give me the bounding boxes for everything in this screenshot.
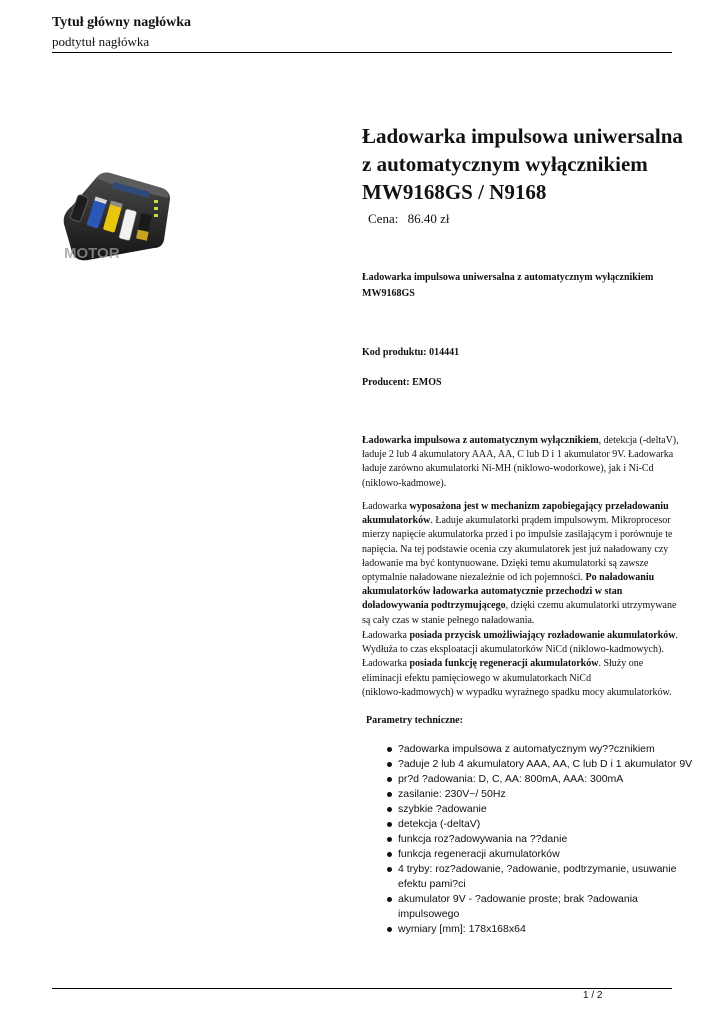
spec-item-text: akumulator 9V - ?adowanie proste; brak ?adowania	[398, 893, 638, 905]
paragraph-line	[362, 614, 682, 628]
product-producer: Producent: EMOS	[362, 377, 442, 388]
bold-text: wyposażona jest w mechanizm zapobiegający przeładowaniu	[409, 501, 669, 512]
text-run: eliminacji efektu pamięciowego w akumulatorkach NiCd	[362, 672, 592, 684]
paragraph-line	[362, 543, 682, 557]
bold-text: akumulatorków	[362, 515, 431, 527]
product-title-line: z automatycznym wyłącznikiem	[362, 152, 648, 176]
spec-item	[385, 922, 685, 937]
text-run: ładuje 2 lub 4 akumulatory AAA, AA, C lub D i 1 akumulator 9V. Ładowarka	[362, 449, 674, 461]
spec-item	[385, 757, 693, 772]
text-run: Ładowarka	[362, 501, 410, 512]
bold-text: Po naładowaniu	[585, 572, 655, 584]
spec-item	[385, 772, 685, 787]
paragraph-line	[362, 448, 682, 462]
description-paragraph	[362, 500, 682, 628]
spec-item	[385, 847, 685, 862]
paragraph-line	[362, 514, 682, 528]
bold-text: posiada przycisk umożliwiający rozładowanie akumulatorków	[409, 630, 676, 641]
text-run: , detekcja (-deltaV),	[598, 435, 679, 446]
text-run: (niklowo-kadmowych) w wypadku wyraźnego spadku mocy akumulatorków.	[362, 686, 672, 698]
battery-charger-photo	[58, 168, 173, 272]
product-code: Kod produktu: 014441	[362, 347, 460, 358]
text-run: . Służy one	[598, 658, 644, 670]
text-run: Wydłuża to czas eksploatacji akumulatorków NiCd (niklowo-kadmowych).	[362, 644, 664, 656]
spec-item-text: detekcja (-deltaV)	[398, 818, 481, 830]
text-run: . Ładuje akumulatorki prądem impulsowym. Mikroprocesor	[430, 515, 671, 527]
paragraph-line	[362, 629, 682, 643]
page-number: 1 / 2	[583, 990, 603, 1001]
text-run: są cały czas w stanie pełnego naładowania.	[362, 614, 535, 626]
text-run: optymalnie naładowane niezależnie od ich pojemności.	[362, 572, 586, 584]
spec-item	[385, 787, 685, 802]
spec-item	[385, 892, 685, 922]
bold-text: akumulatorków ładowarka automatycznie przechodzi w stan	[362, 586, 623, 598]
text-run: ładuje zarówno akumulatorki Ni-MH (niklowo-wodorkowe), jak i Ni-Cd	[362, 463, 654, 475]
spec-item	[385, 862, 685, 892]
spec-item	[385, 817, 685, 832]
product-title	[362, 122, 692, 206]
description-paragraph	[362, 434, 682, 491]
paragraph-line	[362, 585, 682, 599]
short-name-line: Ładowarka impulsowa uniwersalna z automatycznym wyłącznikiem	[362, 272, 654, 283]
bold-text: posiada funkcję regeneracji akumulatorków	[409, 658, 599, 670]
description-paragraph	[362, 629, 682, 700]
spec-item-text: efektu pami?ci	[398, 878, 466, 890]
price-row	[368, 211, 449, 227]
paragraph-line	[362, 434, 682, 448]
price-label: Cena:	[368, 211, 399, 226]
text-run: Ładowarka	[362, 630, 410, 641]
header-title: Tytuł główny nagłówka	[52, 15, 191, 30]
spec-item	[385, 832, 685, 847]
text-run: .	[675, 630, 678, 641]
paragraph-line	[362, 643, 682, 657]
paragraph-line	[362, 672, 682, 686]
short-name-line: MW9168GS	[362, 288, 415, 299]
spec-item-text: funkcja regeneracji akumulatorków	[398, 848, 560, 860]
spec-item-text: szybkie ?adowanie	[398, 803, 487, 815]
paragraph-line	[362, 599, 682, 613]
spec-item-text: funkcja roz?adowywania na ??danie	[398, 833, 568, 845]
spec-item-text: impulsowego	[398, 908, 460, 920]
text-run: Ładowarka	[362, 658, 410, 670]
bold-text: doładowywania podtrzymującego	[362, 600, 506, 612]
spec-item-text: ?aduje 2 lub 4 akumulatory AAA, AA, C lub D i 1 akumulator 9V	[398, 758, 693, 770]
paragraph-line	[362, 571, 682, 585]
product-title-line: MW9168GS / N9168	[362, 180, 547, 204]
paragraph-line	[362, 462, 682, 476]
header-divider	[52, 52, 672, 53]
text-run: ładowanie ma być kontynuowane. Dzięki temu akumulatorki są zawsze	[362, 557, 649, 569]
paragraph-line	[362, 477, 682, 491]
spec-item	[385, 802, 685, 817]
spec-item-text: wymiary [mm]: 178x168x64	[398, 923, 526, 935]
product-short-name	[362, 270, 682, 302]
params-list	[385, 742, 693, 937]
svg-text:MOTOR: MOTOR	[64, 245, 120, 262]
spec-item-text: 4 tryby: roz?adowanie, ?adowanie, podtrzymanie, usuwanie	[398, 863, 677, 875]
params-title: Parametry techniczne:	[366, 715, 463, 726]
spec-item	[385, 742, 685, 757]
text-run: mierzy napięcie akumulatorka przed i po impulsie zasilającym i porównuje te	[362, 529, 673, 541]
paragraph-line	[362, 500, 682, 514]
paragraph-line	[362, 528, 682, 542]
product-title-line: Ładowarka impulsowa uniwersalna	[362, 124, 683, 148]
paragraph-line	[362, 686, 682, 700]
header-subtitle: podtytuł nagłówka	[52, 34, 150, 49]
paragraph-line	[362, 557, 682, 571]
paragraph-line	[362, 657, 682, 671]
spec-item-text: zasilanie: 230V~/ 50Hz	[398, 788, 506, 800]
price-value: 86.40 zł	[407, 211, 450, 226]
text-run: napięcia. Na tej podstawie ocenia czy akumulatorek jest już naładowany czy	[362, 543, 669, 555]
text-run: (niklowo-kadmowe).	[362, 477, 447, 489]
footer-divider	[52, 988, 672, 989]
spec-item-text: pr?d ?adowania: D, C, AA: 800mA, AAA: 300mA	[398, 773, 624, 785]
spec-item-text: ?adowarka impulsowa z automatycznym wy??cznikiem	[398, 743, 655, 755]
text-run: , dzięki czemu akumulatorki utrzymywane	[505, 600, 677, 612]
bold-text: Ładowarka impulsowa z automatycznym wyłącznikiem	[362, 435, 599, 446]
